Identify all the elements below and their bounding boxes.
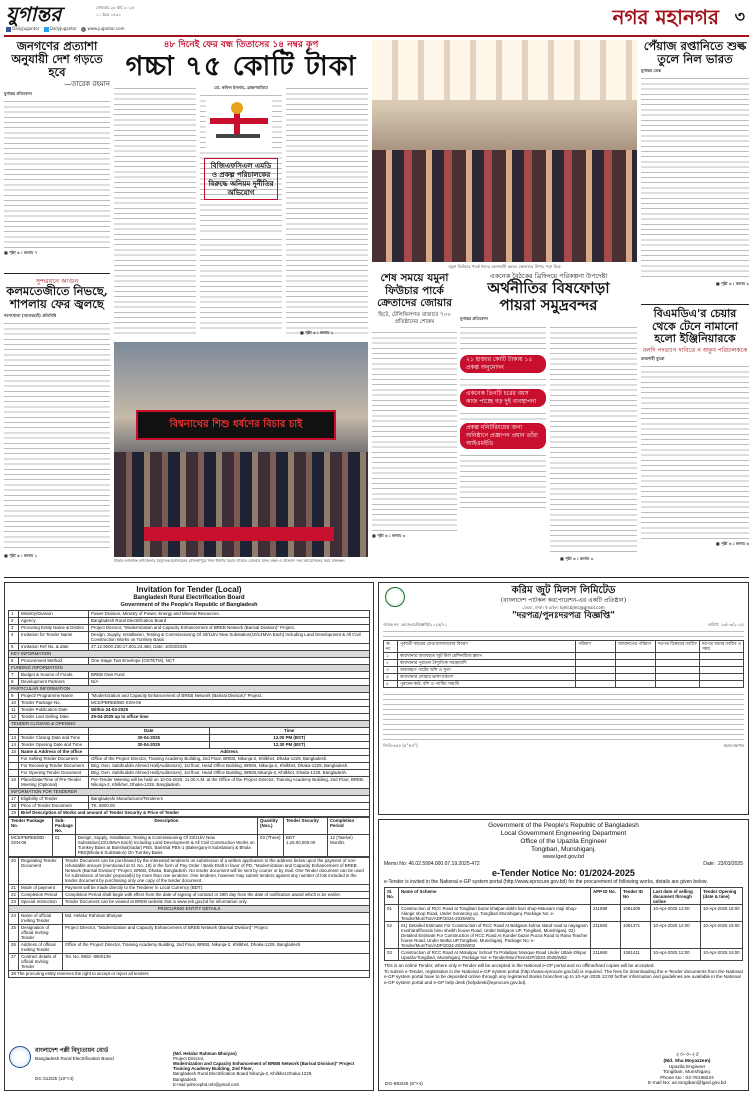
table-row: 8 Development Partners N/A bbox=[9, 678, 370, 685]
lged-dept: Local Government Engineering Department bbox=[500, 830, 627, 837]
breb-table: 1 Ministry/Division Power Division, Ministry of Power, Energy and Mineral Resources. 2 Agency Bangladesh Rural Electrification Board 3 Procuring Entity Name & District Project Director, "Modernization and Capacity Enhancement of BREB Network (Barisal Division)" Project. 4 Invitation for Tender Name Design, Supply, Installation, Testing & Commissioning Of 33/11kV New Substation(10/14MVA Each) Including Land Development & All Civil Construction Works on Turnkey Basis 5 Invitation Ref No. & date 27.12.9000.230.17.001.24.460, Date: 10/03/2025 KEY INFORMATION 6 Procurement Method One Stage Two Envelope (OSTETM), NCT FUNDING INFORMATION 7 Budget & Source of Funds BREB Own Fund 8 Development Partners N/A PARTICULAR INFORMATION 9 Project/ Programme Name "Modernization and Capacity Enhancement of BREB Network (Barisal Division)" Project. 10 Tender Package No. MCE/PBREB/BD-SSN-06 11 Tender Publication Date Within 24-03-2025 12 Tender Last Selling Date 29-04-2025 up to office time TENDER CLOSING & OPENING Date Time 13 Tender Closing Date and Time 30-04-2025 12.00 PM (BST) 14 Tender Opening Date and Time 30-04-2025 12.30 PM (BST) 15 Name & Address of the office Address For Selling Tender Document Office of the Project Director, Training Academy Building, 2nd Floor, BREB, Nikunja-2, Khilkhet, Dhaka-1229, Bangladesh. For Receiving Tender Document Brig. Gen. Sabihuddin Ahmed Hall(Auditorium), 1st floor, Head Office Building, BREB, Nikunja-2, Khilkhet, Dhaka-1229, Bangladesh. For Opening Tender Document Brig. Gen. Sabihuddin Ahmed Hall(Auditorium), 1st floor, Head Office Building, BREB,Nikunja-2, Khilkhet, Dhaka-1229, Bangladesh. 16 Place/Date/Time of Pre-Tender Meeting (Optional) Pre-Tender Meeting will be held on 10-04-2025, 11.00 A.M. at the Office of the Project Director, Training Academy Building, 2nd Floor, BREB, Nikunja-2, Khilkhet, Dhaka-1229, Bangladesh. INFORMATION FOR TENDERER 17 Eligibility of Tender Bangladeshi Manufacturer/Tenderers 18 Price of Tender Document TK. 8000.00 19 Brief Description of Works and amount of Tender Security & Price of Tender bbox=[8, 610, 370, 817]
pyra-headline-1: অর্থনীতির বিষফোড়া bbox=[487, 279, 610, 297]
pyra-headline-2: পায়রা সমুদ্রবন্দর bbox=[499, 296, 598, 314]
table-row: ৫ পুরাতন কাঠ, বাঁশ ও প্যাকিং সামগ্রী bbox=[384, 680, 744, 687]
table-row: For Receiving Tender Document Brig. Gen. Sabihuddin Ahmed Hall(Auditorium), 1st floor, Head Office Building, BREB, Nikunja-2, Khilkhet, Dhaka-1229, Bangladesh. bbox=[9, 762, 370, 769]
lged-ad bbox=[378, 819, 749, 1091]
left-story-sundarban bbox=[4, 277, 110, 577]
bjmc-logo bbox=[385, 587, 405, 607]
jamuna-body bbox=[372, 329, 457, 533]
jamuna-crowd bbox=[372, 150, 637, 262]
breb-org: Bangladesh Rural Electrification Board bbox=[133, 594, 245, 601]
lged-col-last: Last date of selling document through online bbox=[651, 888, 701, 905]
breb-package-table: Tender Package No. Sub-Package No. Description Quantity (Nos.) Tender Security Completion Period MCE/PBREB/BD-SSN-06 01 Design, Supply, Installation, Testing & Commissioning Of 33/11kV New Substation(10/14MVA Each) Including Land Development & All Civil Construction Works on Turnkey Basis at Barishal(Sadar) PBS, Barishal PBS-1 (Bakerganj-8 Substation) & Bhola PBS(Bhola-6 Substation) On Turnkey Basis 03 (Three) BDT 1,25,00,000.00 12 (Twelve) Months bbox=[8, 817, 370, 857]
gas-pipe-icon bbox=[206, 98, 272, 148]
karim-item: অব্যবহৃত পাটের আঁশ ও সুতা bbox=[398, 666, 576, 673]
masthead-logo: যুগান্তর bbox=[6, 2, 62, 26]
table-row: 24 Name of official Inviting Tender Md. Helalur Rahman Bhuiyan bbox=[9, 912, 370, 924]
social-handle-1[interactable]: DailyJugantor bbox=[12, 26, 40, 31]
table-row: 23 Special Instruction Tender Document can be viewed at BREB website that is www.reb.gov.bd for information only. bbox=[9, 898, 370, 905]
breb-logo bbox=[9, 1046, 31, 1068]
pyra-col-left-text-2 bbox=[460, 376, 546, 386]
lead-kicker: ৪৮ দিনেই ফের বন্ধ তিতাসের ১৪ নম্বর কূপ bbox=[163, 40, 319, 50]
table-row: 16 Place/Date/Time of Pre-Tender Meeting (Optional) Pre-Tender Meeting will be held on 10-04-2025, 11.00 A.M. at the Office of the Project Director, Training Academy Building, 2nd Floor, BREB, Nikunja-2, Khilkhet, Dhaka-1229, Bangladesh. bbox=[9, 776, 370, 788]
pyra-kicker: একনেক বৈঠকের ব্রিফিংয়ে পরিকল্পনা উপদেষ্টা bbox=[489, 272, 608, 280]
pyra-story bbox=[460, 272, 637, 572]
website-link[interactable]: www.jugantor.com bbox=[87, 26, 125, 31]
jamuna-story bbox=[372, 272, 457, 572]
table-row: 22 Completion Period Completion Period shall begin with effect from the date of signing of contract or 28th day from the date of notification award which is be earlier. bbox=[9, 891, 370, 898]
table-row: 2 Agency Bangladesh Rural Electrification Board bbox=[9, 617, 370, 624]
lead-cont[interactable]: ■ পৃষ্ঠা ৬ : কলাম ২ bbox=[300, 330, 334, 335]
pyra-col-left bbox=[460, 324, 546, 560]
table-row: 27 Contract details of official Inviting Tender Tel. No. 8802- 8900139 bbox=[9, 953, 370, 970]
left-story-tarek-byline: —তারেক রহমান bbox=[64, 80, 110, 88]
karim-col-sl: ক্র. নং bbox=[384, 640, 398, 652]
right-story-bmda bbox=[641, 308, 749, 573]
karim-col-submit: দরপত্র জমার তারিখ ও সময় bbox=[700, 640, 744, 652]
masthead-date-line1: সোমবার ২৮ মার্চ ২০২৫ bbox=[96, 5, 135, 10]
protest-banner-text: বিশ্বনাথের শিশু ধর্ষণের বিচার চাই bbox=[169, 419, 303, 430]
masthead-date-line2: ১০ চৈত্র ১৪৩১ bbox=[96, 12, 121, 17]
table-row: 7 Budget & Source of Funds BREB Own Fund bbox=[9, 671, 370, 678]
breb-section-part: PARTICULAR INFORMATION bbox=[9, 685, 370, 692]
table-row: 12 Tender Last Selling Date 29-04-2025 up to office time bbox=[9, 713, 370, 720]
table-row: 3 Procuring Entity Name & District Project Director, "Modernization and Capacity Enhancement of BREB Network (Barisal Division)" Project. bbox=[9, 624, 370, 631]
table-row: 17 Eligibility of Tender Bangladeshi Manufacturer/Tenderers bbox=[9, 795, 370, 802]
table-row: ২ কারখানার পুরাতন বৈদ্যুতিক সরঞ্জামাদি bbox=[384, 659, 744, 666]
right-story-bmda-cont[interactable]: ■ পৃষ্ঠা ৬ : কলাম ৬ bbox=[715, 541, 749, 546]
right-story-bmda-sub: বলদি পদত্যাগ দাবিতে ন অফুন পরিচালককে bbox=[642, 346, 748, 354]
gas-well-illustration bbox=[206, 98, 272, 148]
breb-gov: Government of the People's Republic of Bangladesh bbox=[120, 601, 258, 608]
karim-item: পুরাতন কাঠ, বাঁশ ও প্যাকিং সামগ্রী bbox=[398, 680, 576, 687]
lged-sign-place: Tongibari, Munshiganj. bbox=[663, 1070, 711, 1076]
lead-col-1 bbox=[114, 85, 196, 335]
right-story-bmda-reporter: রাজশাহী ব্যুরো bbox=[641, 356, 665, 361]
karim-terms bbox=[383, 691, 744, 741]
lged-code: DG-893/25 (6"×4) bbox=[385, 1082, 423, 1087]
breb-logo-en: Bangladesh Rural Electrification Board bbox=[35, 1056, 114, 1061]
table-row: 20 Regulating Tender Document Tender Document can be purchased by the interested tenderers on submission of a written application to the address below upon the payment of non-refundable amount (mentioned at Sl. No. 18) in the form of Pay Order / Bank Draft in favor of PD, "Modernization and Capacity Enhancement of BREB Network (Barisal Division)" Project, BREB, Dhaka, Bangladesh. No tender document will be sent by courier or by mail. One Tender document can be used for submission of tender proposal(s) by more than one tenderer. One tenderer, however may submit tenders against any number of lots included in the tender document by purchasing only one copy of the tender document. bbox=[9, 857, 370, 884]
breb-section-proc: PROCURING ENTITY DETAILS bbox=[9, 905, 370, 912]
table-row: 18 Price of Tender Document TK. 8000.00 bbox=[9, 802, 370, 809]
left-story-sundarban-cont[interactable]: ■ পৃষ্ঠা ৬ : কলাম ১ bbox=[4, 553, 38, 558]
jamuna-sub: ছিটে, টেলিফিলগত বাজারে ৭০০ প্রতিষ্ঠানের শোরুম bbox=[378, 311, 451, 325]
karim-table bbox=[383, 640, 744, 688]
lged-col-tid: Tender ID No bbox=[621, 888, 651, 905]
karim-title: করিম জুট মিলস লিমিটেড bbox=[511, 585, 616, 596]
lged-col-app: APP ID No. bbox=[591, 888, 621, 905]
karim-ref: স্মারক নং: কেজেএম/বিজ্ঞপ্তি/২০২৫/৭১ bbox=[383, 621, 447, 627]
protest-photo-caption: ঢাকার নবাবগঞ্জ উপজেলার বৈদ্যুতিক ইউনিয়নের মৌলভীপুরে শিশু ধর্ষণের বিচার দাবিতে রোববার মানব বন্ধন ও প্রতিবাদ সভা আয়োজনের সময় মানবন্ধন bbox=[114, 559, 345, 563]
pyra-cont[interactable]: ■ পৃষ্ঠা ৬ : কলাম ৩ bbox=[560, 556, 594, 561]
left-story-tarek-cont[interactable]: ■ পৃষ্ঠা ৬ : কলাম ৭ bbox=[4, 250, 38, 255]
pyra-pill-1: ২১ হাজার কোটি টাকায় ১৫ প্রকল্প অনুমোদন bbox=[460, 355, 546, 373]
lged-table bbox=[384, 887, 743, 961]
breb-section-info: INFORMATION FOR TENDERER bbox=[9, 788, 370, 795]
lead-col-3 bbox=[286, 85, 368, 335]
lged-memo: Memo No: 46.02.5994.000.07.19.2025-472 bbox=[384, 861, 480, 867]
page-number: ৩ bbox=[734, 7, 745, 26]
right-divider bbox=[641, 304, 749, 305]
masthead bbox=[4, 2, 749, 38]
right-story-bmda-headline: বিএমডিএ'র চেয়ার থেকে টেনে নামানো হলো ইঞ্জিনিয়ারকে bbox=[651, 307, 739, 345]
karim-signer: মহাব্যবস্থাপক bbox=[723, 742, 744, 748]
lead-byline: মো. কফিল ইসলাম, ব্রাহ্মণবাড়িয়া bbox=[214, 85, 268, 90]
table-row: 5 Invitation Ref No. & date 27.12.9000.230.17.001.24.460, Date: 10/03/2025 bbox=[9, 643, 370, 650]
table-row: 15 Name & Address of the office Address bbox=[9, 748, 370, 755]
masthead-social-row bbox=[6, 26, 124, 32]
breb-signature: (Md. Helalur Rahman Bhuiyan) Project Director, Modernization and Capacity Enhancement of BREB Network (Barisal Division)" Project Training Academy Building, 2nd Floor, Bangladesh Rural Electrification Board Nikunja-2, Khilkhet,Dhaka-1229, Bangladesh. E-mail pdmcepbd.reb@gmail.com bbox=[173, 1051, 369, 1087]
karim-col-security: জামানতের পরিমাণ bbox=[616, 640, 656, 652]
breb-ad bbox=[4, 582, 374, 1091]
pyra-col-left-text-3 bbox=[460, 410, 546, 420]
table-row: 01 Construction of RCC Road at Tongibari bazar khalpar-dokhi bazi shop-Mausam maji Shop- Alangir shop Road, Under Sonarong up, Tongibari Munshiganj. Package No: e-Tender/Mun/Ton/ADP/2024-2025/W01 211889 1091408 10-Apr-2025 12:00 10-Apr-2025 15:00 bbox=[385, 905, 743, 922]
lged-email[interactable]: E-mail No: ue.tongibari@lged.gov.bd bbox=[647, 1081, 727, 1087]
pyra-reporter: যুগান্তর প্রতিবেদন bbox=[460, 316, 488, 321]
social-handle-2[interactable]: DailyJugantor bbox=[49, 26, 77, 31]
table-row: 21 Mode of payment Payment will be made directly to the Tenderer in Local Currency (BDT). bbox=[9, 884, 370, 891]
karim-item: কারখানার পুরাতন বৈদ্যুতিক সরঞ্জামাদি bbox=[398, 659, 576, 666]
right-story-onion-headline: পেঁয়াজ রপ্তানিতে শুল্ক তুলে নিল ভারত bbox=[643, 39, 747, 66]
lead-headline: গচ্চা ৭৫ কোটি টাকা bbox=[125, 51, 357, 82]
lead-story bbox=[114, 40, 368, 340]
lged-note-1: This is an online Tender, where only e-Tender will be accepted in the National e-GP portal and no offline/hard copies will be accepted. bbox=[384, 963, 655, 968]
lged-phone: Phone No : 02-76198224 bbox=[660, 1075, 714, 1081]
lged-note-2: To submit e-Tender, registration in the National e-GP system portal (http://www.eprocure.gov.bd) is required. The fees for downloading the e-Tender documents from the National e-GP system portal have to be deposited online through any registered Banks branches up to 10-Apr-2025 13:00 further information and guidelines are available in the National e-GP system portal and e-GP help desk (helpdesk@eprocure.gov.bd). bbox=[384, 968, 743, 985]
table-row: 25 Designation of official Inviting Tender Project Director, "Modernization and Capacity Enhancement of BREB Network (Barisal Division)" Project bbox=[9, 924, 370, 941]
masthead-rule bbox=[4, 35, 749, 37]
karim-intro bbox=[383, 628, 744, 638]
right-story-onion-reporter: যুগান্তর ডেস্ক bbox=[641, 68, 661, 73]
pyra-col-right bbox=[550, 324, 637, 552]
breb-logo-block bbox=[9, 1042, 159, 1086]
breb-logo-bn: বাংলাদেশ পল্লী বিদ্যুতায়ন বোর্ড bbox=[35, 1048, 109, 1054]
table-row: 10 Tender Package No. MCE/PBREB/BD-SSN-06 bbox=[9, 699, 370, 706]
table-row: 28 The procuring entity reserves the right to accept or reject all tenders bbox=[9, 970, 370, 977]
lead-highlight-box: বিজিএফসিএল এমডি ও প্রকল্প পরিচালকের বিরুদ্ধে অনিয়ম দুর্নীতির অভিযোগ bbox=[204, 158, 278, 200]
globe-icon bbox=[81, 27, 86, 32]
lged-col-open: Tender Opening (date & time) bbox=[701, 888, 743, 905]
karim-col-desc: পূর্ববর্তী বছরের প্রাপ্ত মালামালের বিবরণ bbox=[398, 640, 576, 652]
table-row: 02 01) Detailed Estimate For Construction of RCC Road At Baligaon kolma stand road to nayagaon mosharaf/hossin binu sheikh house Road, Under Baligaon UP, Tongibari, Munshiganj. 02) Detailed Estimate For Construction of RCC Road At Kunder bazar Pucca Road to Rana Teacher house Road, Under Betka UP,Tongibari, Munshiganj. Package No: e-Tender/Mun/Ton/ADP/2024-2025/W02 211860 1091371 10-Apr-2025 12:00 10-Apr-2025 15:00 bbox=[385, 922, 743, 949]
lged-signature bbox=[632, 1053, 742, 1087]
lged-place: Tongibari, Munshiganj. bbox=[530, 846, 597, 853]
table-row: 6 Procurement Method One Stage Two Envelope (OSTETM), NCT bbox=[9, 657, 370, 664]
pyra-col-left-text-4 bbox=[460, 452, 546, 512]
karim-ref-row bbox=[383, 622, 744, 627]
table-row: 9 Project/ Programme Name "Modernization and Capacity Enhancement of BREB Network (Barisal Division)" Project. bbox=[9, 692, 370, 699]
protest-banner-2 bbox=[144, 527, 334, 541]
jamuna-shop-lights bbox=[372, 40, 637, 100]
section-title: নগর মহানগর bbox=[612, 5, 719, 29]
lged-col-sl: Sl. No. bbox=[385, 888, 399, 905]
pyra-pill-2: একনেক তিনটি চরের বয়স কাজ পাচ্ছে বড় দুই ব্যবস্থাপনা bbox=[460, 389, 546, 407]
table-row: For Opening Tender Document Brig. Gen. Sabihuddin Ahmed Hall(Auditorium), 1st floor, Head Office Building, BREB,Nikunja-2, Khilkhet, Dhaka-1229, Bangladesh. bbox=[9, 769, 370, 776]
karim-col-qty: পরিমাণ bbox=[576, 640, 616, 652]
facebook-icon bbox=[6, 27, 11, 32]
karim-address: ডেমরা, ঢাকা। ই-মেইল: kjml.bjmc@gmail.com bbox=[522, 604, 605, 610]
lged-gov: Government of the People's Republic of Bangladesh bbox=[488, 822, 639, 829]
left-divider bbox=[4, 273, 110, 274]
pyra-pill-3: প্রকল্প মনিটরিংয়ের জন্য অনিষ্ঠানে প্রজ্ঞাপন প্রধান তাঁরা আইএমইডি bbox=[460, 423, 546, 449]
protest-photo bbox=[114, 342, 368, 557]
karim-footer bbox=[383, 743, 744, 748]
protest-banner bbox=[136, 410, 336, 440]
lead-col-2b bbox=[200, 236, 282, 330]
breb-title: Invitation for Tender (Local) bbox=[136, 585, 242, 594]
right-story-onion bbox=[641, 40, 749, 302]
left-story-sundarban-headline: কলমতেজীতে নিভছে, শাপলায় ফের জ্বলছে bbox=[6, 284, 108, 311]
karim-code: জিডি-৬৫৫ (৫"×৫") bbox=[383, 742, 418, 748]
lged-title: e-Tender Notice No: 01/2024-2025 bbox=[492, 868, 635, 878]
table-row: For Selling Tender Document Office of the Project Director, Training Academy Building, 2nd Floor, BREB, Nikunja-2, Khilkhet, Dhaka-1229, Bangladesh. bbox=[9, 755, 370, 762]
right-story-onion-body bbox=[641, 75, 749, 281]
karim-col-sale: দরপত্র বিক্রয়ের তারিখ bbox=[656, 640, 700, 652]
lged-office: Office of the Upazila Engineer bbox=[520, 838, 607, 845]
lged-web[interactable]: www.lged.gov.bd bbox=[542, 854, 585, 860]
table-row: 13 Tender Closing Date and Time 30-04-2025 12.00 PM (BST) bbox=[9, 734, 370, 741]
breb-section-key: KEY INFORMATION bbox=[9, 650, 370, 657]
table-row: MCE/PBREB/BD-SSN-06 01 Design, Supply, Installation, Testing & Commissioning Of 33/11kV New Substation(10/14MVA Each) Including Land Development & All Civil Construction Works on Turnkey Basis at Barishal(Sadar) PBS, Barishal PBS-1 (Bakerganj-8 Substation) & Bhola PBS(Bhola-6 Substation) On Turnkey Basis 03 (Three) BDT 1,25,00,000.00 12 (Twelve) Months bbox=[9, 834, 370, 856]
breb-footer-code: DC-313/25 (10"×4) bbox=[35, 1076, 74, 1081]
left-story-sundarban-body bbox=[4, 320, 110, 552]
lged-sign-name: (Md. Sha Moyazzem) bbox=[663, 1059, 711, 1065]
table-row: 26 Address of official Inviting Tender Office of the Project Director, Training Academy Building, 2nd Floor, BREB, Nikunja-2, Khilkhet, Dhaka-1229, Bangladesh. bbox=[9, 941, 370, 953]
lged-intro: e-Tender is invited in the National e-GP system portal (http://www.eprocure.gov.bd) for the procurement of following works, details are given below. bbox=[384, 879, 708, 885]
ads-divider bbox=[4, 577, 749, 578]
lged-memo-row bbox=[384, 861, 743, 868]
karim-ad bbox=[378, 582, 749, 815]
breb-section-close: TENDER CLOSING & OPENING bbox=[9, 720, 370, 727]
left-story-tarek-body bbox=[4, 98, 110, 248]
breb-section-fund: FUNDING INFORMATION bbox=[9, 664, 370, 671]
karim-item: কারখানার লোহার ভাঙ্গা যন্ত্রাংশ bbox=[398, 673, 576, 680]
jamuna-headline: শেষ সময়ে যমুনা ফিউচার পার্কে ক্রেতাদের জোয়ার bbox=[377, 272, 452, 309]
lged-col-name: Name of Scheme bbox=[399, 888, 591, 905]
table-row: 11 Tender Publication Date Within 24-03-2025 bbox=[9, 706, 370, 713]
right-story-onion-cont[interactable]: ■ পৃষ্ঠা ৬ : কলাম ৩ bbox=[715, 281, 749, 286]
table-row: ৪ কারখানার লোহার ভাঙ্গা যন্ত্রাংশ bbox=[384, 673, 744, 680]
table-row: 4 Invitation for Tender Name Design, Supply, Installation, Testing & Commissioning Of 33/11kV New Substation(10/14MVA Each) Including Land Development & All Civil Construction Works on Turnkey Basis bbox=[9, 631, 370, 643]
table-row: 03 Construction of RCC Road At Motukpur School To Poladipur Mosque Road Under Uttain-Dhipur Upazila-Tongibari, Munshiganj. Package No: e-Tender/Mun/Ton/ADP/2024-2025/W03 211860 1091411 10-Apr-2025 12:00 10-Apr-2025 15:00 bbox=[385, 949, 743, 961]
twitter-icon bbox=[44, 27, 49, 32]
left-story-tarek bbox=[4, 40, 110, 272]
karim-item: কারখানার অব্যবহৃত জুট মিল মেশিনারিজ স্ক্র্যাপ bbox=[398, 652, 576, 659]
karim-notice: "দরপত্র/পুনঃদরপত্র বিজ্ঞপ্তি" bbox=[511, 610, 616, 621]
lged-sign-date: ২৩-৩-২৫ bbox=[675, 1052, 699, 1059]
breb-table-2 bbox=[8, 857, 370, 978]
lged-sign-title: Upazila Engineer bbox=[668, 1064, 706, 1070]
table-row: ৩ অব্যবহৃত পাটের আঁশ ও সুতা bbox=[384, 666, 744, 673]
table-row: 14 Tender Opening Date and Time 30-04-2025 12.30 PM (BST) bbox=[9, 741, 370, 748]
protest-crowd bbox=[114, 452, 368, 557]
karim-subtitle: (বাংলাদেশ পাটকল করপোরেশন-এর একটি প্রতিষ্ঠান) bbox=[500, 597, 627, 604]
jamuna-photo-caption: যমুনা ফিউচার পার্কে ঈদের কেনাকাটা করতে ক্রেতাদের উপচে পড়া ভিড় bbox=[448, 264, 561, 269]
table-row: 1 Ministry/Division Power Division, Ministry of Power, Energy and Mineral Resources. bbox=[9, 610, 370, 617]
jamuna-cont[interactable]: ■ পৃষ্ঠা ৬ : কলাম ৩ bbox=[372, 532, 406, 538]
breb-email[interactable]: E-mail pdmcepbd.reb@gmail.com bbox=[173, 1081, 240, 1087]
pyra-col-left-text-1 bbox=[460, 324, 546, 352]
lged-date: Date : 23/03/2025 bbox=[703, 861, 743, 867]
left-story-sundarban-reporter: শরণখোলা (বাগেরহাট) প্রতিনিধি bbox=[4, 313, 57, 318]
left-story-tarek-headline: জনগণের প্রত্যাশা অনুযায়ী দেশ গড়তে হবে bbox=[11, 39, 103, 79]
table-row: 19 Brief Description of Works and amount of Tender Security & Price of Tender bbox=[9, 809, 370, 816]
left-story-tarek-reporter: যুগান্তর প্রতিবেদন bbox=[4, 91, 32, 96]
left-story-sundarban-kicker: সুন্দরবনে আগুন bbox=[35, 277, 79, 285]
karim-date: তারিখ: ২৩/০৩/২০২৫ bbox=[707, 621, 744, 627]
table-row: ১ কারখানার অব্যবহৃত জুট মিল মেশিনারিজ স্ক্র্যাপ bbox=[384, 652, 744, 659]
right-story-bmda-body bbox=[641, 363, 749, 541]
jamuna-photo bbox=[372, 40, 637, 262]
